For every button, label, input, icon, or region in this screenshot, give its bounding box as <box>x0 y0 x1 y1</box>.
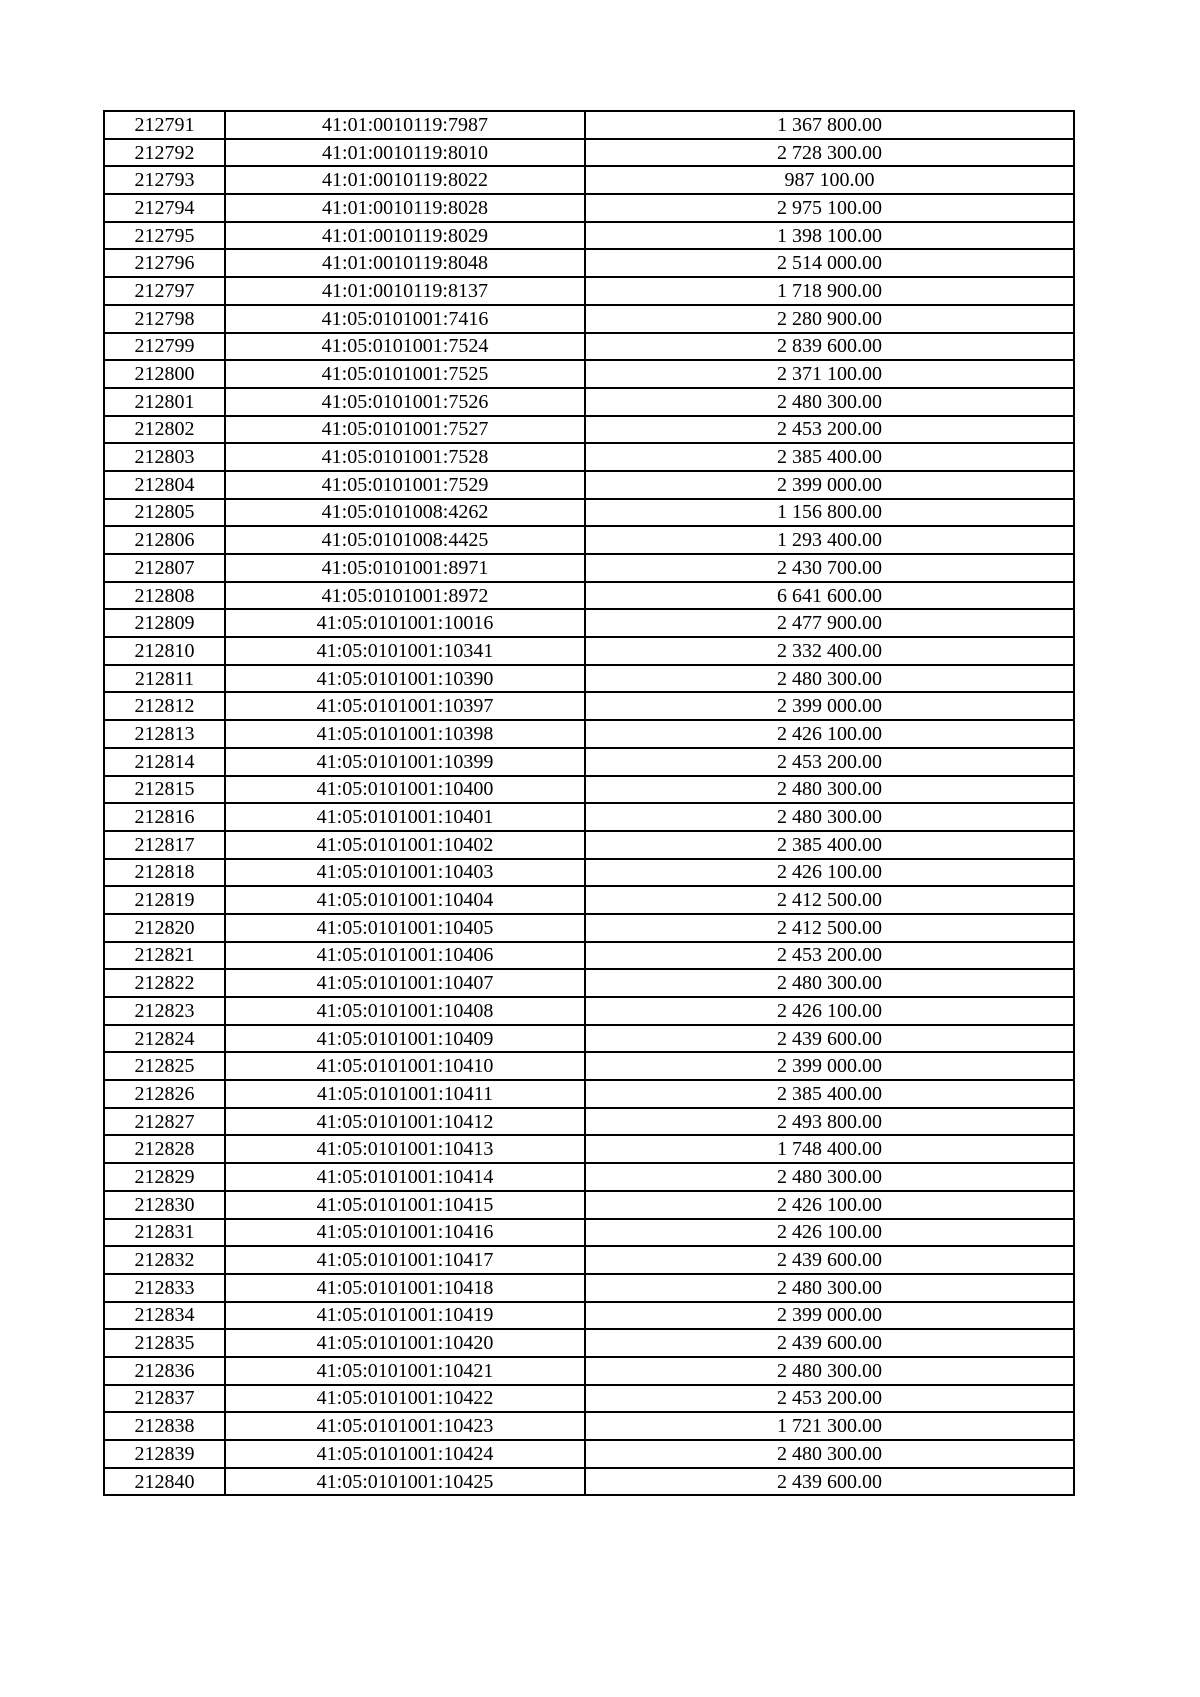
cadastral-number-cell: 41:05:0101001:10418 <box>225 1274 585 1302</box>
row-number-cell: 212823 <box>104 997 225 1025</box>
cadastral-number-cell: 41:05:0101001:10411 <box>225 1080 585 1108</box>
cadastral-value-cell: 1 156 800.00 <box>585 499 1074 527</box>
cadastral-value-cell: 1 398 100.00 <box>585 222 1074 250</box>
cadastral-value-cell: 2 430 700.00 <box>585 554 1074 582</box>
row-number-cell: 212808 <box>104 582 225 610</box>
cadastral-value-cell: 2 439 600.00 <box>585 1246 1074 1274</box>
cadastral-number-cell: 41:05:0101001:10398 <box>225 720 585 748</box>
cadastral-value-cell: 987 100.00 <box>585 166 1074 194</box>
cadastral-number-cell: 41:05:0101001:10397 <box>225 692 585 720</box>
table-row <box>104 1440 1074 1468</box>
cadastral-value-cell: 2 426 100.00 <box>585 1191 1074 1219</box>
cadastral-value-cell: 1 293 400.00 <box>585 526 1074 554</box>
cadastral-value-cell: 2 477 900.00 <box>585 609 1074 637</box>
row-number-cell: 212833 <box>104 1274 225 1302</box>
cadastral-number-cell: 41:05:0101001:10423 <box>225 1412 585 1440</box>
row-number-cell: 212803 <box>104 443 225 471</box>
cadastral-value-table <box>103 110 1075 1496</box>
table-row <box>104 1052 1074 1080</box>
row-number-cell: 212806 <box>104 526 225 554</box>
cadastral-number-cell: 41:05:0101001:10415 <box>225 1191 585 1219</box>
cadastral-value-cell: 2 426 100.00 <box>585 997 1074 1025</box>
cadastral-value-cell: 2 412 500.00 <box>585 914 1074 942</box>
cadastral-value-cell: 2 453 200.00 <box>585 748 1074 776</box>
row-number-cell: 212792 <box>104 139 225 167</box>
cadastral-number-cell: 41:01:0010119:8029 <box>225 222 585 250</box>
cadastral-number-cell: 41:05:0101001:10408 <box>225 997 585 1025</box>
cadastral-number-cell: 41:05:0101008:4262 <box>225 499 585 527</box>
cadastral-value-cell: 2 399 000.00 <box>585 1052 1074 1080</box>
table-row <box>104 1135 1074 1163</box>
cadastral-number-cell: 41:05:0101001:8972 <box>225 582 585 610</box>
cadastral-number-cell: 41:01:0010119:7987 <box>225 111 585 139</box>
row-number-cell: 212805 <box>104 499 225 527</box>
table-row <box>104 914 1074 942</box>
cadastral-number-cell: 41:01:0010119:8010 <box>225 139 585 167</box>
cadastral-number-cell: 41:01:0010119:8022 <box>225 166 585 194</box>
table-row <box>104 1025 1074 1053</box>
cadastral-number-cell: 41:05:0101001:10410 <box>225 1052 585 1080</box>
row-number-cell: 212816 <box>104 803 225 831</box>
row-number-cell: 212822 <box>104 969 225 997</box>
cadastral-number-cell: 41:05:0101001:10406 <box>225 942 585 970</box>
cadastral-value-cell: 2 371 100.00 <box>585 360 1074 388</box>
cadastral-value-cell: 2 480 300.00 <box>585 1163 1074 1191</box>
table-row <box>104 305 1074 333</box>
table-row <box>104 1163 1074 1191</box>
cadastral-number-cell: 41:05:0101001:7416 <box>225 305 585 333</box>
row-number-cell: 212809 <box>104 609 225 637</box>
row-number-cell: 212812 <box>104 692 225 720</box>
cadastral-number-cell: 41:05:0101001:10409 <box>225 1025 585 1053</box>
table-row <box>104 1191 1074 1219</box>
table-row <box>104 139 1074 167</box>
table-row <box>104 637 1074 665</box>
row-number-cell: 212791 <box>104 111 225 139</box>
row-number-cell: 212828 <box>104 1135 225 1163</box>
cadastral-value-cell: 2 493 800.00 <box>585 1108 1074 1136</box>
cadastral-number-cell: 41:05:0101001:10405 <box>225 914 585 942</box>
row-number-cell: 212807 <box>104 554 225 582</box>
table-row <box>104 1219 1074 1247</box>
row-number-cell: 212840 <box>104 1468 225 1496</box>
row-number-cell: 212826 <box>104 1080 225 1108</box>
cadastral-value-cell: 2 399 000.00 <box>585 1302 1074 1330</box>
cadastral-number-cell: 41:05:0101001:10420 <box>225 1329 585 1357</box>
cadastral-value-cell: 6 641 600.00 <box>585 582 1074 610</box>
cadastral-value-cell: 2 426 100.00 <box>585 1219 1074 1247</box>
cadastral-value-cell: 2 385 400.00 <box>585 443 1074 471</box>
table-row <box>104 194 1074 222</box>
table-row <box>104 859 1074 887</box>
row-number-cell: 212794 <box>104 194 225 222</box>
cadastral-value-cell: 2 453 200.00 <box>585 416 1074 444</box>
row-number-cell: 212811 <box>104 665 225 693</box>
row-number-cell: 212799 <box>104 333 225 361</box>
cadastral-value-cell: 2 480 300.00 <box>585 1274 1074 1302</box>
cadastral-value-cell: 1 721 300.00 <box>585 1412 1074 1440</box>
table-row <box>104 526 1074 554</box>
row-number-cell: 212797 <box>104 277 225 305</box>
row-number-cell: 212798 <box>104 305 225 333</box>
row-number-cell: 212810 <box>104 637 225 665</box>
table-row <box>104 665 1074 693</box>
row-number-cell: 212827 <box>104 1108 225 1136</box>
row-number-cell: 212818 <box>104 859 225 887</box>
cadastral-number-cell: 41:01:0010119:8137 <box>225 277 585 305</box>
cadastral-number-cell: 41:05:0101001:10414 <box>225 1163 585 1191</box>
cadastral-number-cell: 41:05:0101001:10016 <box>225 609 585 637</box>
cadastral-number-cell: 41:05:0101001:10403 <box>225 859 585 887</box>
cadastral-value-cell: 2 480 300.00 <box>585 665 1074 693</box>
row-number-cell: 212820 <box>104 914 225 942</box>
cadastral-value-cell: 2 332 400.00 <box>585 637 1074 665</box>
row-number-cell: 212829 <box>104 1163 225 1191</box>
table-row <box>104 277 1074 305</box>
cadastral-number-cell: 41:05:0101001:10416 <box>225 1219 585 1247</box>
row-number-cell: 212814 <box>104 748 225 776</box>
table-row <box>104 1080 1074 1108</box>
cadastral-value-cell: 2 439 600.00 <box>585 1329 1074 1357</box>
table-row <box>104 997 1074 1025</box>
table-row <box>104 1274 1074 1302</box>
cadastral-number-cell: 41:05:0101001:7529 <box>225 471 585 499</box>
cadastral-number-cell: 41:05:0101001:10404 <box>225 886 585 914</box>
cadastral-value-cell: 2 412 500.00 <box>585 886 1074 914</box>
cadastral-value-cell: 1 718 900.00 <box>585 277 1074 305</box>
cadastral-number-cell: 41:05:0101001:10422 <box>225 1385 585 1413</box>
table-row <box>104 471 1074 499</box>
table-row <box>104 609 1074 637</box>
table-row <box>104 1302 1074 1330</box>
row-number-cell: 212834 <box>104 1302 225 1330</box>
cadastral-value-cell: 2 399 000.00 <box>585 692 1074 720</box>
cadastral-number-cell: 41:05:0101001:10399 <box>225 748 585 776</box>
row-number-cell: 212824 <box>104 1025 225 1053</box>
cadastral-value-cell: 1 748 400.00 <box>585 1135 1074 1163</box>
table-row <box>104 803 1074 831</box>
cadastral-number-cell: 41:05:0101001:10417 <box>225 1246 585 1274</box>
cadastral-number-cell: 41:05:0101001:10390 <box>225 665 585 693</box>
row-number-cell: 212838 <box>104 1412 225 1440</box>
row-number-cell: 212795 <box>104 222 225 250</box>
cadastral-value-cell: 2 514 000.00 <box>585 249 1074 277</box>
cadastral-value-cell: 2 399 000.00 <box>585 471 1074 499</box>
cadastral-value-cell: 1 367 800.00 <box>585 111 1074 139</box>
cadastral-value-cell: 2 385 400.00 <box>585 1080 1074 1108</box>
cadastral-value-cell: 2 385 400.00 <box>585 831 1074 859</box>
row-number-cell: 212836 <box>104 1357 225 1385</box>
cadastral-value-cell: 2 439 600.00 <box>585 1468 1074 1496</box>
cadastral-value-cell: 2 480 300.00 <box>585 776 1074 804</box>
cadastral-number-cell: 41:05:0101001:10419 <box>225 1302 585 1330</box>
table-row <box>104 1329 1074 1357</box>
row-number-cell: 212839 <box>104 1440 225 1468</box>
row-number-cell: 212801 <box>104 388 225 416</box>
row-number-cell: 212804 <box>104 471 225 499</box>
row-number-cell: 212813 <box>104 720 225 748</box>
cadastral-number-cell: 41:05:0101001:7527 <box>225 416 585 444</box>
row-number-cell: 212800 <box>104 360 225 388</box>
table-row <box>104 1108 1074 1136</box>
row-number-cell: 212817 <box>104 831 225 859</box>
table-row <box>104 942 1074 970</box>
cadastral-number-cell: 41:05:0101001:7524 <box>225 333 585 361</box>
cadastral-number-cell: 41:05:0101001:10402 <box>225 831 585 859</box>
table-body <box>104 111 1074 1495</box>
cadastral-number-cell: 41:05:0101001:10400 <box>225 776 585 804</box>
row-number-cell: 212796 <box>104 249 225 277</box>
table-row <box>104 1357 1074 1385</box>
table-row <box>104 111 1074 139</box>
cadastral-value-cell: 2 453 200.00 <box>585 1385 1074 1413</box>
table-row <box>104 1246 1074 1274</box>
cadastral-value-cell: 2 453 200.00 <box>585 942 1074 970</box>
cadastral-value-cell: 2 280 900.00 <box>585 305 1074 333</box>
table-row <box>104 416 1074 444</box>
row-number-cell: 212835 <box>104 1329 225 1357</box>
table-row <box>104 222 1074 250</box>
table-row <box>104 249 1074 277</box>
cadastral-number-cell: 41:05:0101001:10421 <box>225 1357 585 1385</box>
table-row <box>104 969 1074 997</box>
table-row <box>104 748 1074 776</box>
cadastral-number-cell: 41:05:0101001:10407 <box>225 969 585 997</box>
table-row <box>104 720 1074 748</box>
row-number-cell: 212793 <box>104 166 225 194</box>
cadastral-value-cell: 2 426 100.00 <box>585 720 1074 748</box>
cadastral-number-cell: 41:05:0101001:7528 <box>225 443 585 471</box>
cadastral-value-cell: 2 480 300.00 <box>585 388 1074 416</box>
table-row <box>104 886 1074 914</box>
row-number-cell: 212825 <box>104 1052 225 1080</box>
cadastral-number-cell: 41:01:0010119:8028 <box>225 194 585 222</box>
row-number-cell: 212815 <box>104 776 225 804</box>
cadastral-value-cell: 2 480 300.00 <box>585 1440 1074 1468</box>
cadastral-number-cell: 41:05:0101001:10341 <box>225 637 585 665</box>
cadastral-number-cell: 41:05:0101001:10425 <box>225 1468 585 1496</box>
cadastral-number-cell: 41:05:0101001:10424 <box>225 1440 585 1468</box>
table-row <box>104 166 1074 194</box>
cadastral-number-cell: 41:05:0101001:10413 <box>225 1135 585 1163</box>
row-number-cell: 212830 <box>104 1191 225 1219</box>
table-row <box>104 443 1074 471</box>
table-row <box>104 582 1074 610</box>
table-row <box>104 388 1074 416</box>
table-row <box>104 692 1074 720</box>
row-number-cell: 212821 <box>104 942 225 970</box>
cadastral-value-cell: 2 975 100.00 <box>585 194 1074 222</box>
table-row <box>104 333 1074 361</box>
table-row <box>104 831 1074 859</box>
row-number-cell: 212819 <box>104 886 225 914</box>
row-number-cell: 212837 <box>104 1385 225 1413</box>
cadastral-value-cell: 2 839 600.00 <box>585 333 1074 361</box>
cadastral-value-cell: 2 480 300.00 <box>585 1357 1074 1385</box>
cadastral-value-cell: 2 426 100.00 <box>585 859 1074 887</box>
cadastral-number-cell: 41:05:0101001:10412 <box>225 1108 585 1136</box>
table-row <box>104 1385 1074 1413</box>
cadastral-value-cell: 2 480 300.00 <box>585 969 1074 997</box>
table-row <box>104 1412 1074 1440</box>
table-row <box>104 360 1074 388</box>
row-number-cell: 212832 <box>104 1246 225 1274</box>
table-row <box>104 499 1074 527</box>
row-number-cell: 212802 <box>104 416 225 444</box>
table-row <box>104 554 1074 582</box>
table-row <box>104 1468 1074 1496</box>
table-row <box>104 776 1074 804</box>
cadastral-number-cell: 41:01:0010119:8048 <box>225 249 585 277</box>
cadastral-value-cell: 2 480 300.00 <box>585 803 1074 831</box>
cadastral-number-cell: 41:05:0101001:7526 <box>225 388 585 416</box>
row-number-cell: 212831 <box>104 1219 225 1247</box>
cadastral-value-cell: 2 439 600.00 <box>585 1025 1074 1053</box>
cadastral-number-cell: 41:05:0101008:4425 <box>225 526 585 554</box>
cadastral-value-cell: 2 728 300.00 <box>585 139 1074 167</box>
cadastral-number-cell: 41:05:0101001:8971 <box>225 554 585 582</box>
cadastral-number-cell: 41:05:0101001:7525 <box>225 360 585 388</box>
cadastral-number-cell: 41:05:0101001:10401 <box>225 803 585 831</box>
